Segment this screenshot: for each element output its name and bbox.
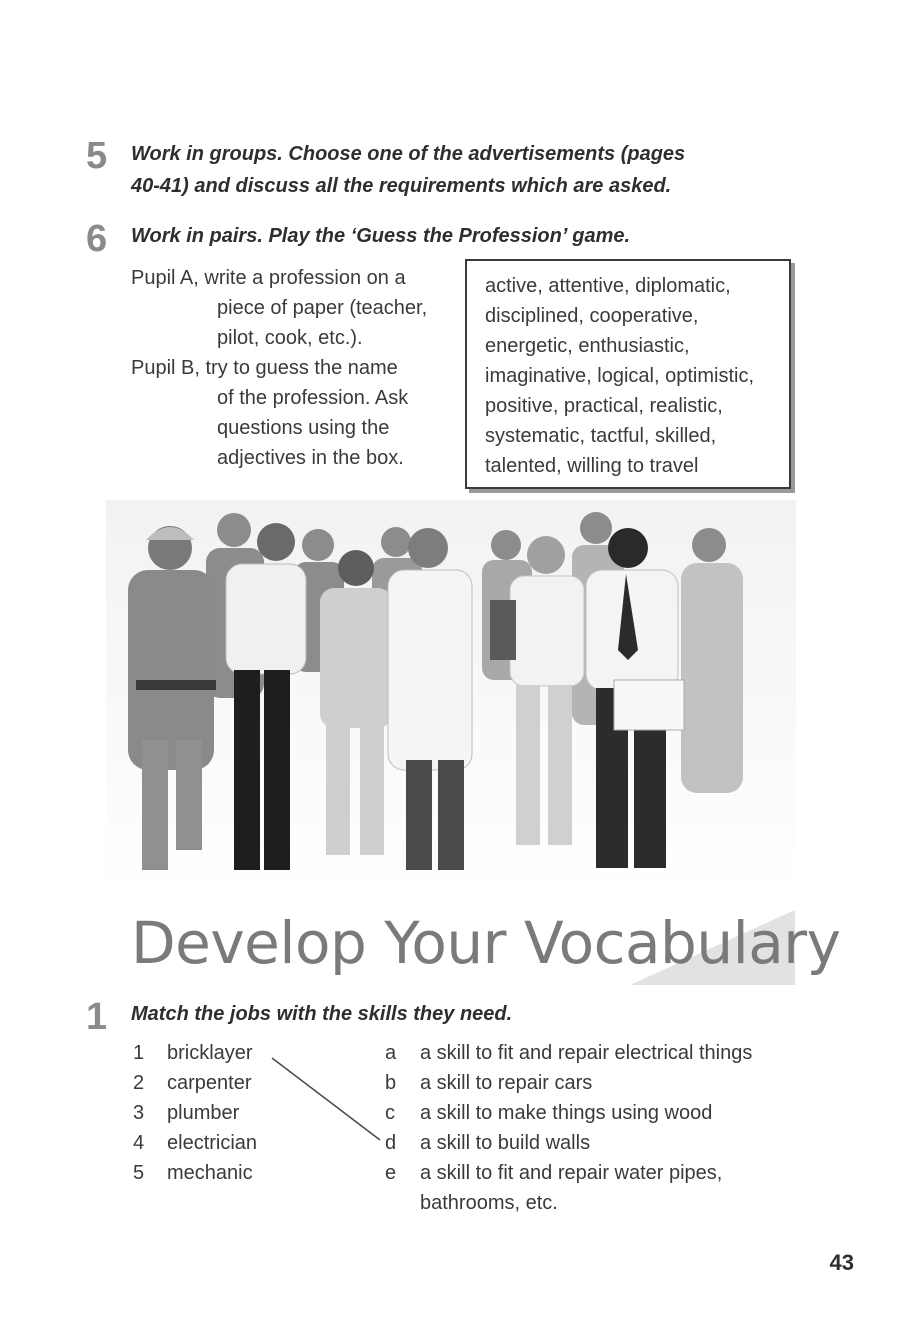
skill-text: a skill to make things using wood (420, 1102, 713, 1124)
adjectives-line: positive, practical, realistic, (485, 395, 723, 417)
professionals-group-photo (106, 500, 796, 895)
exercise-5-instruction (131, 138, 685, 202)
page-number: 43 (829, 1250, 854, 1275)
skills-list (385, 1038, 752, 1218)
job-item (133, 1038, 257, 1068)
skill-text: a skill to repair cars (420, 1072, 593, 1094)
job-number: 2 (133, 1072, 145, 1094)
adjectives-box (465, 259, 791, 489)
pupil-a-line: Pupil A, write a profession on a (131, 267, 406, 289)
job-item (133, 1158, 257, 1188)
skill-text: a skill to fit and repair electrical things (420, 1042, 753, 1064)
adjectives-line: active, attentive, diplomatic, (485, 275, 731, 297)
pupil-a-line: pilot, cook, etc.). (217, 327, 363, 349)
pupil-b-line: of the profession. Ask (217, 387, 409, 409)
skill-letter: c (385, 1102, 395, 1124)
pupil-b-line: Pupil B, try to guess the name (131, 357, 398, 379)
jobs-list (133, 1038, 257, 1188)
job-number: 3 (133, 1102, 145, 1124)
skill-text: bathrooms, etc. (420, 1192, 558, 1214)
skill-letter: e (385, 1162, 397, 1184)
exercise-number-1: 1 (86, 996, 108, 1038)
pupil-b-line: questions using the (217, 417, 390, 439)
skill-text: a skill to build walls (420, 1132, 591, 1154)
pupil-a-line: piece of paper (teacher, (217, 297, 428, 319)
skill-item (385, 1068, 752, 1098)
adjectives-line: imaginative, logical, optimistic, (485, 365, 754, 387)
job-number: 5 (133, 1162, 145, 1184)
adjectives-line: energetic, enthusiastic, (485, 335, 690, 357)
skill-item (385, 1038, 752, 1068)
job-item (133, 1098, 257, 1128)
section-heading: Develop Your Vocabulary (131, 909, 841, 977)
adjectives-line: talented, willing to travel (485, 455, 699, 477)
adjectives-line: disciplined, cooperative, (485, 305, 699, 327)
pupil-b-line: adjectives in the box. (217, 447, 404, 469)
exercise-1-instruction: Match the jobs with the skills they need. (131, 1003, 513, 1025)
skill-item (385, 1158, 752, 1188)
example-match-line (268, 1040, 388, 1145)
skill-item (385, 1098, 752, 1128)
job-name: mechanic (167, 1162, 253, 1184)
job-item (133, 1128, 257, 1158)
job-name: carpenter (167, 1072, 252, 1094)
exercise-5-instruction-line1: Work in groups. Choose one of the advertisements (pages (131, 143, 686, 165)
adjectives-line: systematic, tactful, skilled, (485, 425, 717, 447)
job-name: bricklayer (167, 1042, 253, 1064)
job-name: electrician (167, 1132, 258, 1154)
exercise-5-instruction-line2: 40-41) and discuss all the requirements which are asked. (131, 175, 672, 197)
skill-item (385, 1128, 752, 1158)
skill-letter: b (385, 1072, 397, 1094)
job-number: 1 (133, 1042, 145, 1064)
job-item (133, 1068, 257, 1098)
job-number: 4 (133, 1132, 145, 1154)
skill-item (385, 1188, 752, 1218)
job-name: plumber (167, 1102, 240, 1124)
pupil-instructions (131, 263, 461, 473)
exercise-number-6: 6 (86, 218, 108, 260)
skill-letter: a (385, 1042, 397, 1064)
skill-text: a skill to fit and repair water pipes, (420, 1162, 723, 1184)
exercise-6-instruction: Work in pairs. Play the ‘Guess the Profession’ game. (131, 225, 631, 247)
exercise-number-5: 5 (86, 135, 108, 177)
skill-letter: d (385, 1132, 397, 1154)
